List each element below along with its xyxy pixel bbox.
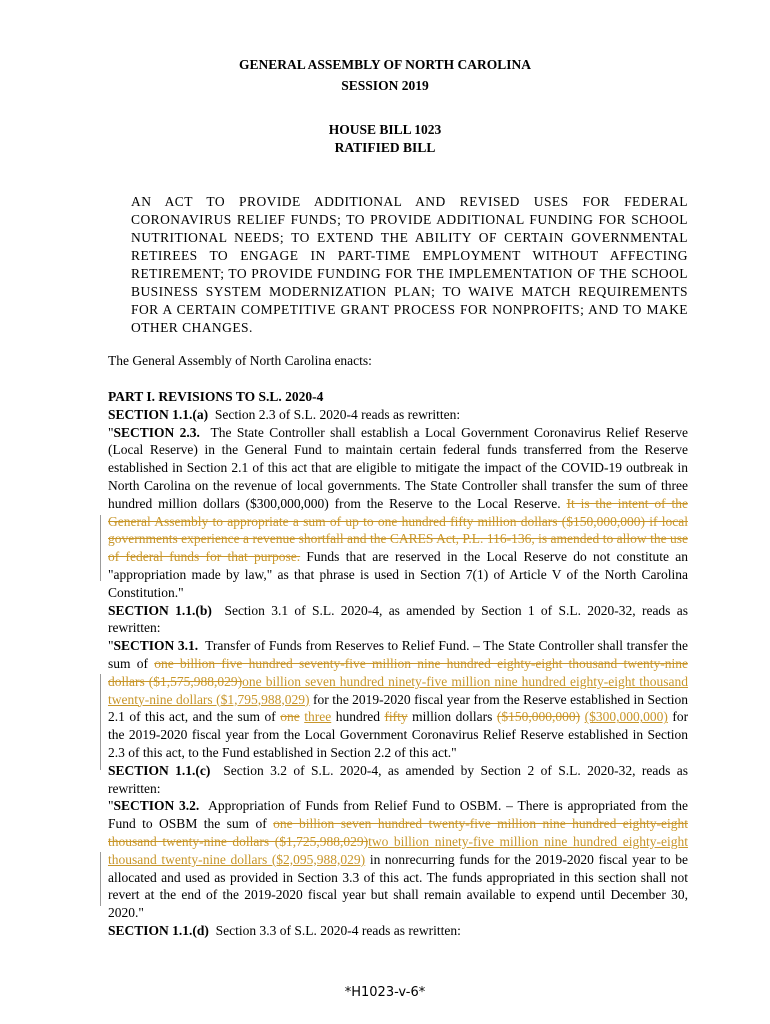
assembly-heading: GENERAL ASSEMBLY OF NORTH CAROLINA (238, 57, 532, 72)
section-text: for the 2019-2020 fiscal year from the Reserve established in Section 2.1 of this act, and the sum of (108, 691, 688, 725)
section-text: hundred (335, 709, 380, 725)
section-label: SECTION 1.1.(d) (108, 922, 209, 938)
section-label: SECTION 1.1.(a) (108, 406, 209, 422)
change-bar (100, 515, 101, 581)
section-text: for the 2019-2020 fiscal year from the Local Government Coronavirus Relief Reserve established in Section 2.3 of this act, to the Fund established in Section 2.2 of this act." (108, 709, 689, 760)
inserted-text: one billion seven hundred ninety-five million nine hundred eighty-eight thousand twenty-nine dollars ($1,795,988,029) (108, 673, 688, 707)
quoted-section-3-1 (108, 637, 688, 762)
quoted-section-label: SECTION 2.3. (113, 424, 200, 440)
quote-mark: " (108, 798, 114, 814)
section-text: in nonrecurring funds for the 2019-2020 fiscal year to be allocated and used as provided in Section 3.3 of this act. The funds appropriated in this section shall not revert at the end of the 2019-2020 fiscal year but shall remain available to expend until December 30, 2020." (108, 851, 688, 921)
section-label: SECTION 1.1.(b) (108, 602, 212, 618)
section-text: Transfer of Funds from Reserves to Relief Fund. – The State Controller shall transfer the sum of (108, 638, 688, 671)
section-1-1-d (108, 922, 688, 940)
session-heading: SESSION 2019 (341, 78, 429, 93)
bill-body (108, 388, 688, 940)
section-intro: Section 3.2 of S.L. 2020-4, as amended by Section 2 of S.L. 2020-32, reads as rewritten: (108, 762, 689, 796)
deleted-text: It is the intent of the General Assembly to appropriate a sum of up to one hundred fifty million dollars ($150,000,000) if local governments experience a revenue shortfall and the CARES Act, P.L. 116-136, is amended to allow the use of federal funds for that purpose. (108, 495, 688, 565)
part-heading: PART I. REVISIONS TO S.L. 2020-4 (108, 389, 324, 404)
section-intro: Section 3.1 of S.L. 2020-4, as amended by Section 1 of S.L. 2020-32, reads as rewritten: (108, 602, 688, 636)
act-title: AN ACT TO PROVIDE ADDITIONAL AND REVISED USES FOR FEDERAL CORONAVIRUS RELIEF FUNDS; TO PROVIDE ADDITIONAL FUNDING FOR SCHOOL NUTRITIONAL NEEDS; TO EXTEND THE ABILITY OF CERTAIN GOVERNMENTAL RETIREES TO ENGAGE IN PART-TIME EMPLOYMENT WITHOUT AFFECTING RETIREMENT; TO PROVIDE FUNDING FOR THE IMPLEMENTATION OF THE SCHOOL BUSINESS SYSTEM MODERNIZATION PLAN; TO WAIVE MATCH REQUIREMENTS FOR A CERTAIN COMPETITIVE GRANT PROCESS FOR NONPROFITS; AND TO MAKE OTHER CHANGES. (131, 194, 688, 335)
deleted-text: ($150,000,000) (496, 709, 581, 725)
section-text: Appropriation of Funds from Relief Fund to OSBM. – There is appropriated from the Fund to OSBM the sum of (108, 798, 688, 832)
inserted-text: three (304, 709, 332, 725)
section-text: Funds that are reserved in the Local Reserve do not constitute an "appropriation made by law," as that phrase is used in Section 7(1) of Article V of the North Carolina Constitution." (108, 549, 688, 600)
section-1-1-b (108, 602, 688, 638)
section-1-1-c (108, 762, 688, 798)
quote-mark: " (108, 424, 114, 440)
section-text: The State Controller shall establish a Local Government Coronavirus Relief Reserve (Local Reserve) in the General Fund to maintain certain federal funds transferred from the Reserve established in Section 2.1 of this act that are eligible to mitigate the impact of the COVID-19 outbreak in North Carolina on the revenue of local governments. The State Controller shall transfer the sum of three hundred million dollars ($300,000,000) from the Reserve to the Local Reserve. (108, 424, 689, 511)
page-footer-code: *H1023-v-6* (344, 985, 426, 1000)
section-label: SECTION 1.1.(c) (108, 762, 211, 778)
section-text: million dollars (412, 709, 493, 725)
quoted-section-3-2 (108, 797, 688, 922)
section-intro: Section 3.3 of S.L. 2020-4 reads as rewritten: (215, 922, 461, 938)
quote-mark: " (108, 638, 114, 654)
inserted-text: ($300,000,000) (584, 709, 668, 725)
section-1-1-a (108, 406, 688, 424)
quoted-section-label: SECTION 3.1. (113, 638, 199, 654)
bill-status: RATIFIED BILL (334, 140, 436, 155)
quoted-section-label: SECTION 3.2. (113, 798, 200, 814)
deleted-text: one (280, 709, 300, 725)
change-bar (100, 674, 101, 770)
deleted-text: one billion five hundred seventy-five million nine hundred eighty-eight thousand twenty-nine dollars ($1,575,988,029) (108, 655, 688, 689)
deleted-text: one billion seven hundred twenty-five million nine hundred eighty-eight thousand twenty-nine dollars ($1,725,988,029) (108, 816, 688, 849)
quoted-section-2-3 (108, 424, 688, 602)
deleted-text: fifty (384, 709, 408, 725)
inserted-text: two billion ninety-five million nine hundred eighty-eight thousand twenty-nine dollars ($2,095,988,029) (108, 833, 688, 867)
bill-number: HOUSE BILL 1023 (328, 122, 442, 137)
enacting-clause: The General Assembly of North Carolina enacts: (108, 353, 372, 368)
section-intro: Section 2.3 of S.L. 2020-4 reads as rewritten: (214, 406, 461, 422)
change-bar (100, 852, 101, 906)
